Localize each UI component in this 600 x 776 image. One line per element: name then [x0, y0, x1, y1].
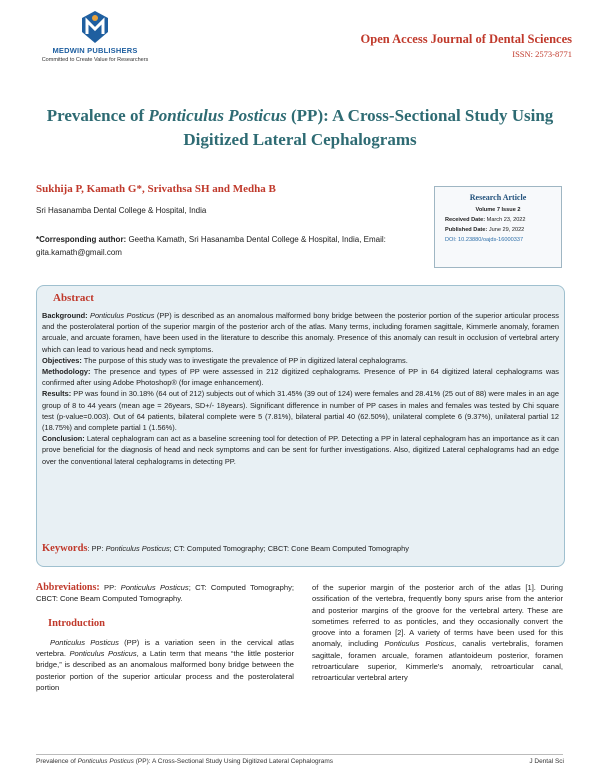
footer-italic: Ponticulus Posticus — [77, 758, 134, 765]
conclusion-text: Lateral cephalogram can act as a baseline screening tool for detection of PP. Detecting a PP in lateral cephalogram has an importance as it can prove beneficial for the diagnosis of head and neck symptoms and can be sent for further investigations. Also, digitized Lateral cephalograms had an edge over the conventional lateral cephalograms in detecting PP. — [42, 434, 559, 466]
right-text-2: , canalis vertebralis, foramen sagittale, foramen arcuale, foramen atlantoideum posterior, foramen retroarticulare superior, Kimmerle's anomaly, retroarticular canal, retroarticular vertebral artery — [312, 639, 563, 683]
footer-journal: J Dental Sci — [529, 758, 564, 765]
title-part2: (PP): A Cross-Sectional Study Using Digitized Lateral Cephalograms — [183, 106, 554, 149]
left-column — [36, 582, 294, 693]
authors: Sukhija P, Kamath G*, Srivathsa SH and Medha B — [36, 183, 276, 195]
background-italic: Ponticulus Posticus — [87, 311, 155, 320]
publisher-logo — [30, 10, 160, 70]
corresponding-author — [36, 234, 426, 259]
abbr-rest: ; CT: Computed Tomography; CBCT: Cone Beam Computed Tomography. — [36, 583, 294, 604]
introduction-paragraph — [36, 637, 294, 693]
title-italic: Ponticulus Posticus — [148, 106, 287, 125]
published-date — [435, 227, 561, 233]
publisher-tagline: Committed to Create Value for Researchers — [41, 57, 149, 63]
intro-italic-1: Ponticulus Posticus — [50, 637, 119, 647]
issn: ISSN: 2573-8771 — [512, 49, 572, 59]
methodology-label: Methodology: — [42, 367, 91, 377]
article-info-box — [434, 186, 562, 268]
abstract-heading: Abstract — [53, 292, 94, 304]
introduction-heading: Introduction — [48, 617, 105, 629]
abbreviations-label: Abbreviations: — [36, 582, 100, 593]
publisher-name: MEDWIN PUBLISHERS — [52, 46, 138, 55]
volume-issue: Volume 7 Issue 2 — [475, 207, 521, 213]
objectives-text: The purpose of this study was to investigate the prevalence of PP in digitized lateral cephalograms. — [81, 355, 408, 365]
intro-italic-2: Ponticulus Posticus — [69, 649, 137, 659]
background-text: (PP) is described as an anomalous malformed bony bridge between the posterior portion of the superior articular process and the posterolateral portion of the superior margin of the posterior arch of the atlas. Many terms, including foramen sagittale, Kimmerle anomaly, foramen arcuale, and arcuate foramen, have been used in the literature to describe this anomaly. Presence of this anomaly can result in occlusion of vertebral artery which can lead to various head and neck symptoms. — [42, 311, 559, 354]
corresponding-label: *Corresponding author: — [36, 235, 127, 244]
footer-rest: (PP): A Cross-Sectional Study Using Digitized Lateral Cephalograms — [133, 758, 333, 765]
doi-link[interactable]: DOI: 10.23880/oajds-16000337 — [445, 237, 524, 243]
abstract-results — [42, 388, 559, 433]
conclusion-label: Conclusion: — [42, 434, 85, 444]
right-text-1: of the superior margin of the posterior arch of the atlas [1]. During ossification of the vertebra, frequently bony spurs arise from the anterior and posterior margins of the groove for the vertebral artery. These are sometimes referred to as ponticles, and they occasionally convert the groove into a foramen [2]. A variety of terms have been used for this anomaly, including — [312, 583, 563, 649]
results-text: PP was found in 30.18% (64 out of 212) subjects out of which 31.45% (39 out of 124) were females and 28.41% (25 out of 88) were males in an age group of 8 to 44 years (mean age = 26years, SD+/- 18years). Significant difference in number of PP cases in males and females was tested by Chi square test (p-value=0.003). Out of 64 patients, bilateral complete were 5 (7.81%), bilateral partial 40 (62.50%), unilateral complete 6 (9.37%), unilateral partial 12 (18.75%) and complete partial 1 (1.56%). — [42, 389, 559, 433]
abstract-body — [42, 310, 559, 467]
footer-citation — [36, 758, 333, 765]
footer-divider — [36, 754, 563, 755]
abbr-italic: Ponticulus Posticus — [120, 583, 189, 592]
affiliation: Sri Hasanamba Dental College & Hospital, India — [36, 206, 207, 215]
right-column — [312, 582, 563, 684]
journal-title: Open Access Journal of Dental Sciences — [360, 32, 572, 46]
abstract-objectives — [42, 355, 559, 366]
objectives-label: Objectives: — [42, 355, 82, 365]
intro-text-2: , a Latin term that means “the little posterior bridge,” is described as an anomalous malformed bony bridge between the posterior portion of the superior articular process and the posterolateral portion — [36, 649, 294, 693]
medwin-logo-icon — [80, 10, 110, 44]
background-label: Background: — [42, 311, 88, 320]
received-label: Received Date: — [445, 217, 486, 223]
results-label: Results: — [42, 389, 72, 399]
footer-prefix: Prevalence of — [36, 758, 78, 765]
abbr-pp: PP: — [99, 583, 121, 592]
abstract-box — [36, 285, 565, 567]
keywords-label: Keywords — [42, 543, 88, 554]
right-italic: Ponticulus Posticus — [384, 639, 455, 649]
article-title — [40, 104, 560, 152]
corresponding-text: Geetha Kamath, Sri Hasanamba Dental College & Hospital, India, Email: gita.kamath@gmail.com — [36, 235, 386, 257]
keywords — [42, 543, 409, 554]
intro-text-1: (PP) is a variation seen in the cervical atlas vertebra. — [36, 637, 294, 659]
keywords-italic: Ponticulus Posticus — [105, 544, 170, 553]
title-part1: Prevalence of — [46, 106, 149, 125]
right-paragraph — [312, 582, 563, 684]
published-value: June 29, 2022 — [487, 227, 525, 233]
keywords-rest: ; CT: Computed Tomography; CBCT: Cone Beam Computed Tomography — [169, 544, 409, 553]
received-date — [435, 217, 561, 223]
keywords-pp: : PP: — [87, 544, 106, 553]
abstract-conclusion — [42, 433, 559, 467]
methodology-text: The presence and types of PP were assessed in 212 digitized cephalograms. Presence of PP in 64 digitized lateral cephalograms was confirmed after using Adobe Photoshop® (for image enhancement). — [42, 367, 559, 388]
received-value: March 23, 2022 — [485, 217, 526, 223]
abstract-background — [42, 310, 559, 355]
abbreviations — [36, 582, 294, 605]
published-label: Published Date: — [445, 227, 488, 233]
abstract-methodology — [42, 366, 559, 388]
article-type: Research Article — [469, 193, 527, 202]
